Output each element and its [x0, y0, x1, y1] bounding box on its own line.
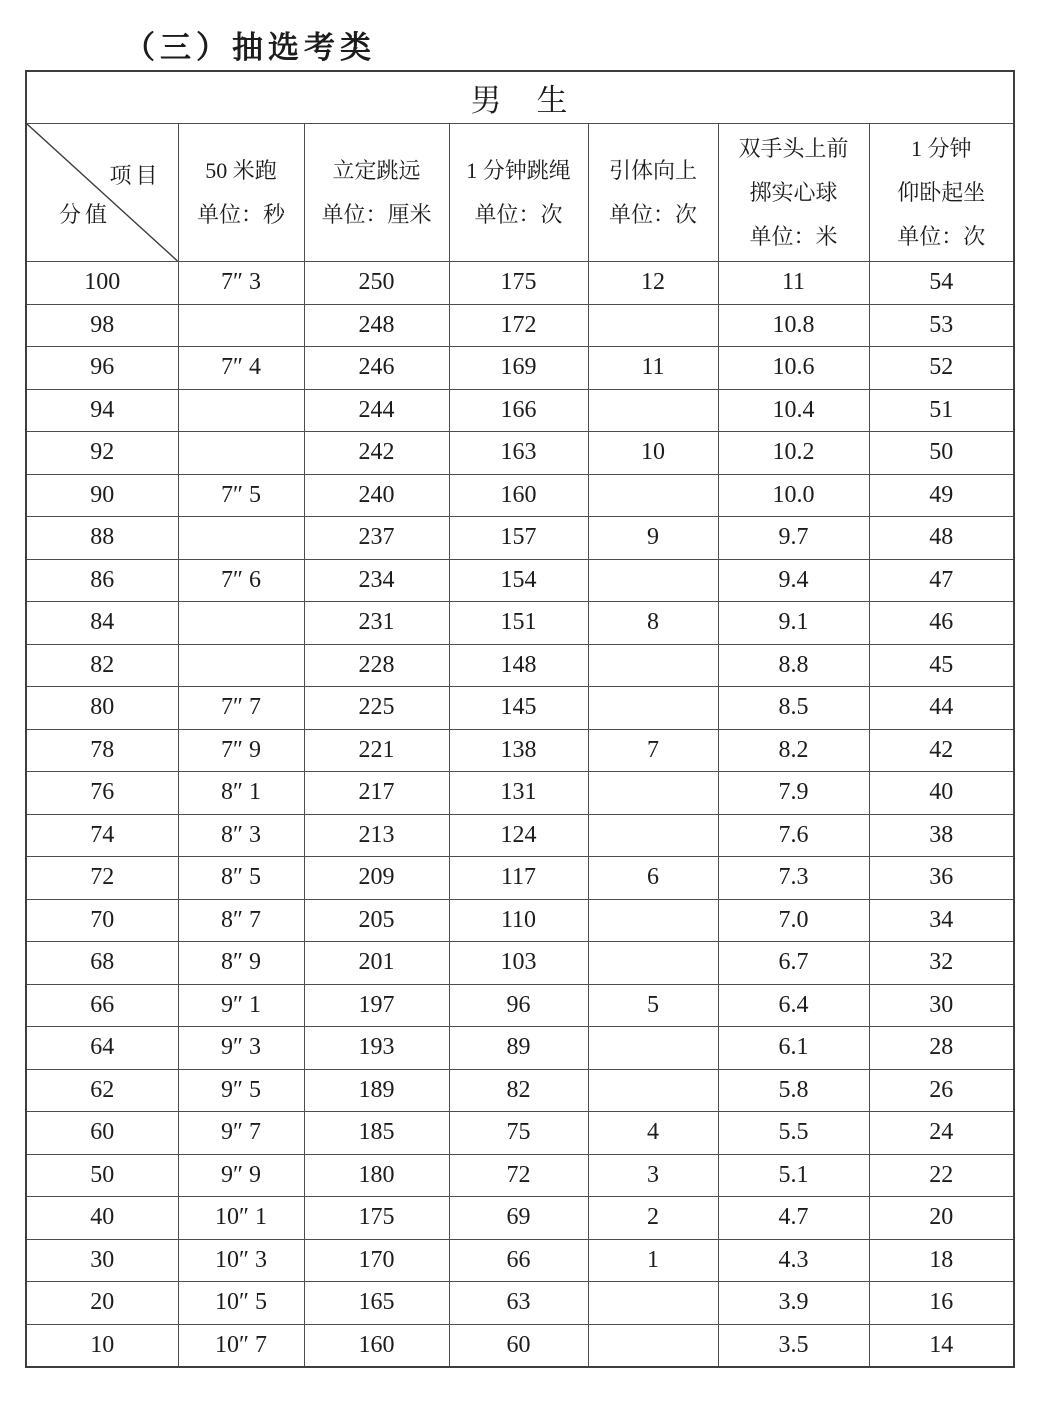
value-cell: [588, 1324, 718, 1367]
value-cell: 7.6: [718, 814, 869, 857]
column-header-line: 引体向上: [608, 157, 697, 183]
value-cell: 248: [304, 304, 449, 347]
value-cell: 50: [869, 432, 1014, 475]
value-cell: 170: [304, 1239, 449, 1282]
value-cell: [178, 517, 304, 560]
value-cell: 228: [304, 644, 449, 687]
column-header-line: 单位：秒: [196, 201, 285, 227]
table-row: [26, 304, 1014, 347]
gender-header-row: [26, 71, 1014, 124]
value-cell: 8.5: [718, 687, 869, 730]
value-cell: 172: [449, 304, 588, 347]
value-cell: 8″ 5: [178, 857, 304, 900]
table-row: [26, 389, 1014, 432]
value-cell: 7.9: [718, 772, 869, 815]
value-cell: 7″ 4: [178, 347, 304, 390]
value-cell: [588, 1027, 718, 1070]
score-cell: 64: [26, 1027, 178, 1070]
score-cell: 78: [26, 729, 178, 772]
value-cell: 124: [449, 814, 588, 857]
value-cell: 11: [718, 262, 869, 305]
column-header-line: 仰卧起坐: [897, 179, 986, 205]
value-cell: 10″ 5: [178, 1282, 304, 1325]
value-cell: 217: [304, 772, 449, 815]
value-cell: 11: [588, 347, 718, 390]
value-cell: [588, 814, 718, 857]
value-cell: 103: [449, 942, 588, 985]
value-cell: 8″ 7: [178, 899, 304, 942]
column-header-row: [26, 124, 1014, 262]
table-row: [26, 814, 1014, 857]
value-cell: 9″ 9: [178, 1154, 304, 1197]
value-cell: 8.8: [718, 644, 869, 687]
column-header-line: 1 分钟: [911, 135, 972, 161]
value-cell: 44: [869, 687, 1014, 730]
value-cell: 189: [304, 1069, 449, 1112]
score-cell: 90: [26, 474, 178, 517]
value-cell: 5.5: [718, 1112, 869, 1155]
value-cell: 160: [449, 474, 588, 517]
value-cell: [178, 389, 304, 432]
value-cell: 157: [449, 517, 588, 560]
table-row: [26, 1069, 1014, 1112]
table-body: [26, 262, 1014, 1368]
column-header-line: 单位：次: [608, 201, 697, 227]
column-header-line: 双手头上前: [738, 135, 849, 161]
value-cell: 175: [449, 262, 588, 305]
score-cell: 76: [26, 772, 178, 815]
value-cell: 10″ 7: [178, 1324, 304, 1367]
column-header-line: 单位：次: [474, 201, 563, 227]
value-cell: 42: [869, 729, 1014, 772]
value-cell: 160: [304, 1324, 449, 1367]
value-cell: 242: [304, 432, 449, 475]
value-cell: 51: [869, 389, 1014, 432]
value-cell: [588, 644, 718, 687]
column-header-line: 掷实心球: [749, 179, 838, 205]
value-cell: 145: [449, 687, 588, 730]
value-cell: [178, 644, 304, 687]
column-header-line: 50 米跑: [205, 157, 277, 183]
page-title: （三）抽选考类: [124, 30, 376, 65]
value-cell: 34: [869, 899, 1014, 942]
value-cell: [588, 474, 718, 517]
value-cell: 89: [449, 1027, 588, 1070]
column-header-line: 单位：厘米: [321, 201, 432, 227]
value-cell: 53: [869, 304, 1014, 347]
value-cell: 9: [588, 517, 718, 560]
value-cell: 47: [869, 559, 1014, 602]
score-cell: 94: [26, 389, 178, 432]
table-row: [26, 772, 1014, 815]
value-cell: 16: [869, 1282, 1014, 1325]
value-cell: 3.9: [718, 1282, 869, 1325]
score-cell: 98: [26, 304, 178, 347]
value-cell: 8.2: [718, 729, 869, 772]
table-row: [26, 1197, 1014, 1240]
table-row: [26, 729, 1014, 772]
value-cell: 9″ 3: [178, 1027, 304, 1070]
value-cell: 117: [449, 857, 588, 900]
value-cell: 24: [869, 1112, 1014, 1155]
value-cell: 165: [304, 1282, 449, 1325]
column-header-medicine-ball-throw: [718, 124, 869, 262]
score-cell: 74: [26, 814, 178, 857]
value-cell: 110: [449, 899, 588, 942]
score-cell: 66: [26, 984, 178, 1027]
corner-label-score: 分值: [59, 202, 112, 227]
score-cell: 80: [26, 687, 178, 730]
value-cell: 5.8: [718, 1069, 869, 1112]
table-row: [26, 899, 1014, 942]
value-cell: 28: [869, 1027, 1014, 1070]
value-cell: 175: [304, 1197, 449, 1240]
value-cell: [178, 432, 304, 475]
table-row: [26, 942, 1014, 985]
value-cell: 131: [449, 772, 588, 815]
score-cell: 92: [26, 432, 178, 475]
corner-header-cell: [26, 124, 178, 262]
column-header-line: 立定跳远: [332, 157, 421, 183]
value-cell: [588, 772, 718, 815]
gender-header: 男 生: [26, 71, 1014, 124]
corner-label-item: 项目: [109, 163, 162, 188]
score-cell: 60: [26, 1112, 178, 1155]
value-cell: 45: [869, 644, 1014, 687]
value-cell: 154: [449, 559, 588, 602]
table-row: [26, 984, 1014, 1027]
value-cell: 9.4: [718, 559, 869, 602]
value-cell: 221: [304, 729, 449, 772]
value-cell: 3.5: [718, 1324, 869, 1367]
value-cell: 163: [449, 432, 588, 475]
value-cell: 244: [304, 389, 449, 432]
table-row: [26, 687, 1014, 730]
value-cell: 7″ 6: [178, 559, 304, 602]
value-cell: 75: [449, 1112, 588, 1155]
value-cell: 12: [588, 262, 718, 305]
value-cell: [588, 1069, 718, 1112]
value-cell: 1: [588, 1239, 718, 1282]
column-header-line: 1 分钟跳绳: [466, 157, 571, 183]
value-cell: 8″ 9: [178, 942, 304, 985]
value-cell: 32: [869, 942, 1014, 985]
value-cell: 148: [449, 644, 588, 687]
value-cell: 66: [449, 1239, 588, 1282]
score-cell: 96: [26, 347, 178, 390]
value-cell: 237: [304, 517, 449, 560]
table-row: [26, 262, 1014, 305]
value-cell: 7″ 9: [178, 729, 304, 772]
column-header-rope-skipping: [449, 124, 588, 262]
column-header-pull-ups: [588, 124, 718, 262]
column-header-standing-long-jump: [304, 124, 449, 262]
value-cell: 6: [588, 857, 718, 900]
value-cell: 69: [449, 1197, 588, 1240]
value-cell: 205: [304, 899, 449, 942]
table-row: [26, 1027, 1014, 1070]
value-cell: [588, 559, 718, 602]
table-row: [26, 517, 1014, 560]
score-cell: 72: [26, 857, 178, 900]
value-cell: 169: [449, 347, 588, 390]
value-cell: 48: [869, 517, 1014, 560]
value-cell: 8″ 3: [178, 814, 304, 857]
value-cell: 197: [304, 984, 449, 1027]
value-cell: 246: [304, 347, 449, 390]
value-cell: 22: [869, 1154, 1014, 1197]
value-cell: 9.1: [718, 602, 869, 645]
value-cell: 6.4: [718, 984, 869, 1027]
score-cell: 62: [26, 1069, 178, 1112]
value-cell: 38: [869, 814, 1014, 857]
value-cell: 9″ 1: [178, 984, 304, 1027]
column-header-line: 单位：米: [749, 223, 838, 249]
value-cell: 180: [304, 1154, 449, 1197]
value-cell: 10.4: [718, 389, 869, 432]
value-cell: 6.1: [718, 1027, 869, 1070]
score-cell: 30: [26, 1239, 178, 1282]
value-cell: 9.7: [718, 517, 869, 560]
table-row: [26, 644, 1014, 687]
value-cell: 14: [869, 1324, 1014, 1367]
value-cell: 193: [304, 1027, 449, 1070]
value-cell: [588, 687, 718, 730]
value-cell: 201: [304, 942, 449, 985]
value-cell: 18: [869, 1239, 1014, 1282]
table-row: [26, 1324, 1014, 1367]
value-cell: 2: [588, 1197, 718, 1240]
column-header-50m-run: [178, 124, 304, 262]
value-cell: 3: [588, 1154, 718, 1197]
table-row: [26, 432, 1014, 475]
value-cell: 20: [869, 1197, 1014, 1240]
value-cell: 10.6: [718, 347, 869, 390]
table-row: [26, 1112, 1014, 1155]
value-cell: 225: [304, 687, 449, 730]
value-cell: 9″ 5: [178, 1069, 304, 1112]
value-cell: 231: [304, 602, 449, 645]
value-cell: 49: [869, 474, 1014, 517]
value-cell: [588, 1282, 718, 1325]
value-cell: 5.1: [718, 1154, 869, 1197]
column-header-sit-ups: [869, 124, 1014, 262]
value-cell: 46: [869, 602, 1014, 645]
score-cell: 70: [26, 899, 178, 942]
score-cell: 50: [26, 1154, 178, 1197]
table-row: [26, 474, 1014, 517]
value-cell: 30: [869, 984, 1014, 1027]
value-cell: 82: [449, 1069, 588, 1112]
value-cell: 4: [588, 1112, 718, 1155]
score-cell: 86: [26, 559, 178, 602]
value-cell: 7.3: [718, 857, 869, 900]
value-cell: 10.2: [718, 432, 869, 475]
table-row: [26, 857, 1014, 900]
value-cell: 26: [869, 1069, 1014, 1112]
value-cell: [178, 602, 304, 645]
table-row: [26, 1239, 1014, 1282]
score-cell: 68: [26, 942, 178, 985]
corner-wrap: [27, 124, 178, 261]
value-cell: 4.3: [718, 1239, 869, 1282]
value-cell: 52: [869, 347, 1014, 390]
value-cell: 7″ 3: [178, 262, 304, 305]
value-cell: 5: [588, 984, 718, 1027]
value-cell: 63: [449, 1282, 588, 1325]
table-row: [26, 347, 1014, 390]
value-cell: 151: [449, 602, 588, 645]
score-cell: 84: [26, 602, 178, 645]
score-cell: 82: [26, 644, 178, 687]
value-cell: 7: [588, 729, 718, 772]
value-cell: 7″ 7: [178, 687, 304, 730]
value-cell: 240: [304, 474, 449, 517]
value-cell: [588, 899, 718, 942]
value-cell: 54: [869, 262, 1014, 305]
table-row: [26, 1282, 1014, 1325]
value-cell: 10.0: [718, 474, 869, 517]
value-cell: 138: [449, 729, 588, 772]
value-cell: 36: [869, 857, 1014, 900]
value-cell: 60: [449, 1324, 588, 1367]
score-table: [25, 70, 1015, 1368]
value-cell: 7.0: [718, 899, 869, 942]
score-cell: 100: [26, 262, 178, 305]
value-cell: 166: [449, 389, 588, 432]
value-cell: 10″ 3: [178, 1239, 304, 1282]
value-cell: 40: [869, 772, 1014, 815]
value-cell: 250: [304, 262, 449, 305]
score-cell: 20: [26, 1282, 178, 1325]
value-cell: 4.7: [718, 1197, 869, 1240]
value-cell: 72: [449, 1154, 588, 1197]
value-cell: 234: [304, 559, 449, 602]
value-cell: [588, 389, 718, 432]
value-cell: [178, 304, 304, 347]
value-cell: 96: [449, 984, 588, 1027]
value-cell: 10.8: [718, 304, 869, 347]
value-cell: [588, 942, 718, 985]
diagonal-line-icon: [27, 124, 178, 261]
value-cell: [588, 304, 718, 347]
column-header-line: 单位：次: [897, 223, 986, 249]
table-row: [26, 559, 1014, 602]
value-cell: 10″ 1: [178, 1197, 304, 1240]
table-row: [26, 1154, 1014, 1197]
value-cell: 213: [304, 814, 449, 857]
value-cell: 185: [304, 1112, 449, 1155]
value-cell: 8: [588, 602, 718, 645]
score-cell: 40: [26, 1197, 178, 1240]
value-cell: 7″ 5: [178, 474, 304, 517]
value-cell: 8″ 1: [178, 772, 304, 815]
value-cell: 9″ 7: [178, 1112, 304, 1155]
score-cell: 10: [26, 1324, 178, 1367]
table-row: [26, 602, 1014, 645]
score-cell: 88: [26, 517, 178, 560]
value-cell: 10: [588, 432, 718, 475]
value-cell: 209: [304, 857, 449, 900]
value-cell: 6.7: [718, 942, 869, 985]
